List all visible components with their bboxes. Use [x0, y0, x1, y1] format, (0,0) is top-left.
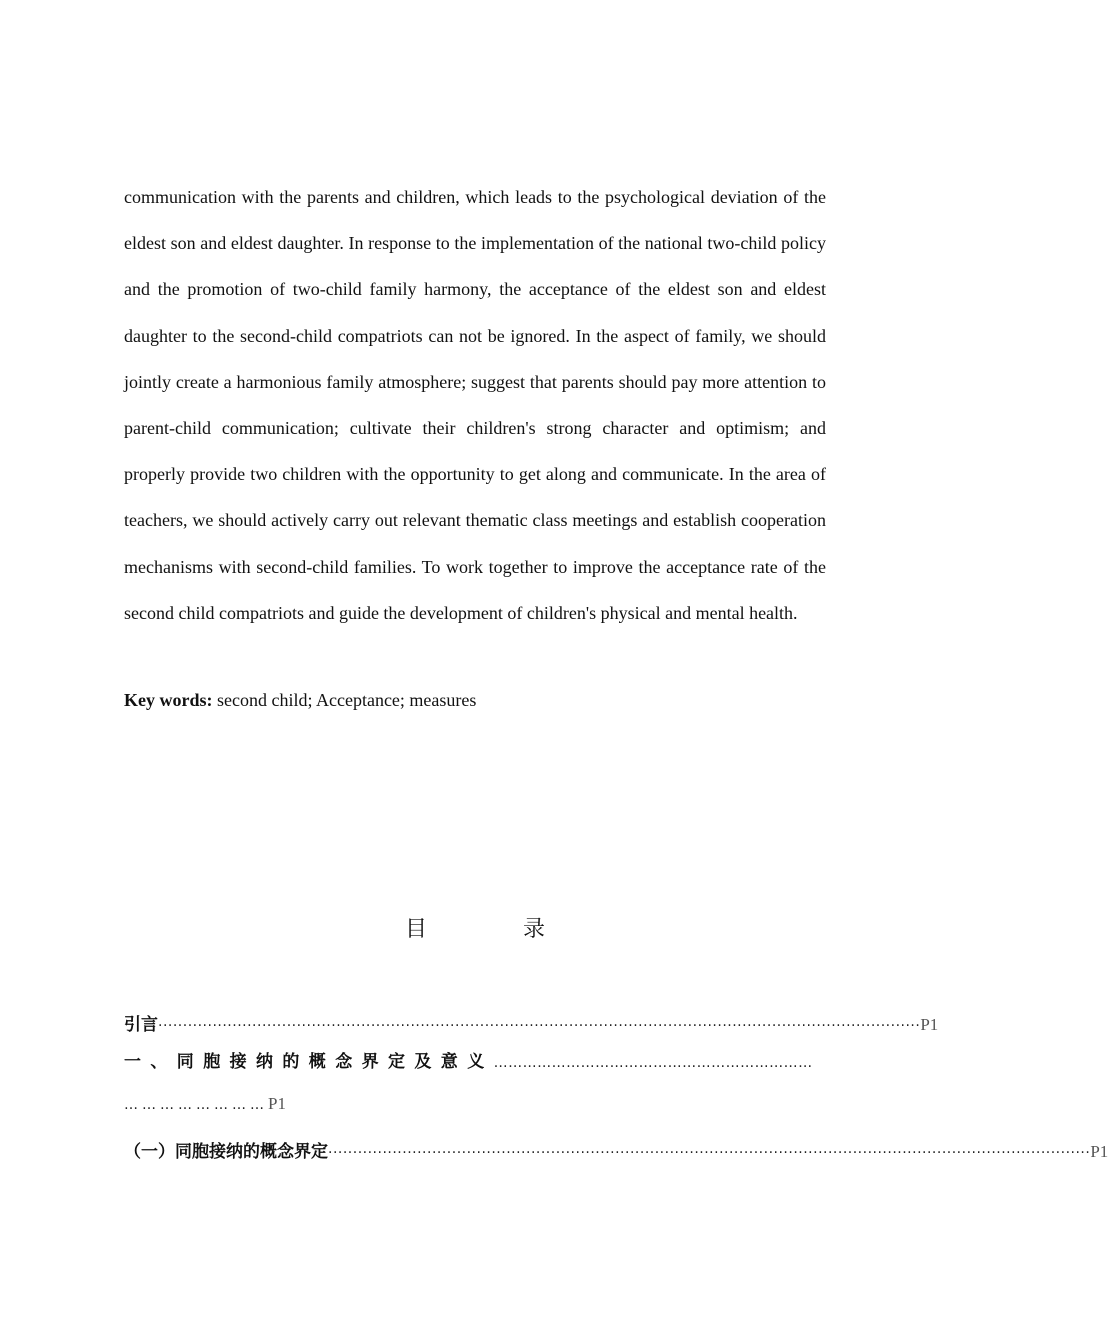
- abstract-body: communication with the parents and children, which leads to the psychological deviation of the eldest son and eldest daughter. In response to the implementation of the national two-child policy and the promotion of two-child family harmony, the acceptance of the eldest son and eldest daughter to the second-child compatriots can not be ignored. In the aspect of family, we should jointly create a harmonious family atmosphere; suggest that parents should pay more attention to parent-child communication; cultivate their children's strong character and optimism; and properly provide two children with the opportunity to get along and communicate. In the area of teachers, we should actively carry out relevant thematic class meetings and establish cooperation mechanisms with second-child families. To work together to improve the acceptance rate of the second child compatriots and guide the development of children's physical and mental health.: [124, 187, 826, 623]
- toc-title: [0, 912, 950, 943]
- toc-title-right: 录: [523, 917, 546, 942]
- toc-entry-label: 引言: [124, 1015, 158, 1035]
- toc-entry-intro[interactable]: [124, 1010, 939, 1035]
- toc-entry-label: 一、同胞接纳的概念界定及意义: [124, 1052, 494, 1072]
- toc-entry-section-1-1[interactable]: [124, 1137, 1108, 1162]
- toc-leader-dots: ··························································································································································: [328, 1145, 1091, 1161]
- toc-title-left: 目: [404, 917, 427, 942]
- toc-entry-label: （一）同胞接纳的概念界定: [124, 1142, 328, 1162]
- toc-entry-page: P1: [920, 1015, 939, 1034]
- toc-leader-dots: …………………………………………………………: [493, 1055, 813, 1071]
- toc-entry-section-1[interactable]: [124, 1047, 826, 1072]
- toc-entry-page: P1: [1090, 1142, 1108, 1161]
- keywords-label: Key words:: [124, 690, 213, 710]
- toc-leader-dots: ……………………: [124, 1097, 268, 1113]
- toc-entry-section-1-cont: [124, 1094, 424, 1114]
- toc-leader-dots: ··························································································································································: [158, 1018, 921, 1034]
- toc-entry-page: P1: [268, 1094, 286, 1113]
- keywords-line: [124, 682, 826, 718]
- keywords-value: second child; Acceptance; measures: [212, 690, 477, 710]
